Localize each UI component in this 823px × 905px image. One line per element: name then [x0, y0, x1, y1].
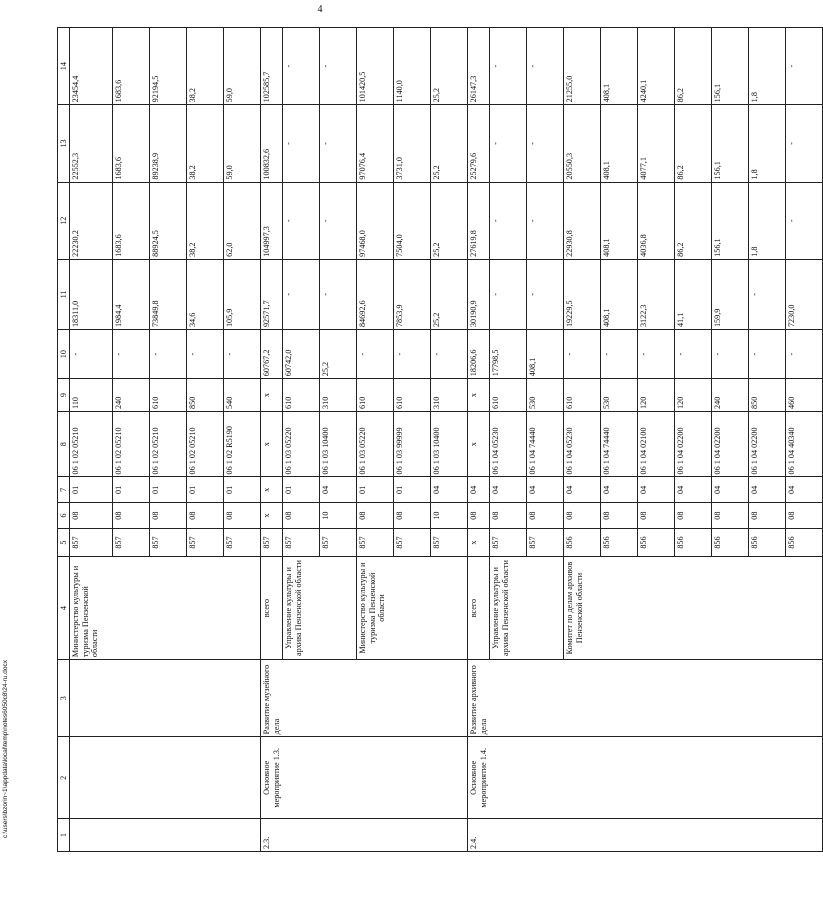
table-cell: 08: [675, 503, 712, 529]
table-cell: -: [638, 330, 675, 379]
table-cell: -: [320, 259, 357, 329]
responsible-executor: Министерство культуры и туризма Пензенской области: [357, 557, 468, 660]
table-cell: 01: [187, 477, 224, 503]
table-cell: 104997,3: [261, 182, 283, 259]
table-cell: 06 1 04 02100: [638, 411, 675, 477]
table-cell: -: [283, 182, 320, 259]
table-cell: 27619,8: [468, 182, 490, 259]
table-cell: 06 1 02 05210: [150, 411, 187, 477]
table-cell: 156,1: [712, 182, 749, 259]
table-cell: 06 1 02 05210: [187, 411, 224, 477]
table-cell: 610: [394, 379, 431, 412]
table-cell: 04: [320, 477, 357, 503]
table-cell: 1984,4: [113, 259, 150, 329]
table-cell: -: [320, 105, 357, 182]
table-cell: 21255,0: [564, 28, 601, 105]
table-cell: 857: [187, 528, 224, 556]
table-cell: 34,6: [187, 259, 224, 329]
header-cell: 14: [58, 28, 70, 105]
table-cell: 59,0: [224, 28, 261, 105]
table-cell: -: [527, 182, 564, 259]
table-cell: 08: [601, 503, 638, 529]
table-cell: 08: [786, 503, 823, 529]
table-cell: 04: [786, 477, 823, 503]
table-cell: -: [283, 28, 320, 105]
table-cell: -: [675, 330, 712, 379]
table-cell: -: [113, 330, 150, 379]
table-cell: 04: [468, 477, 490, 503]
table-cell: 73849,8: [150, 259, 187, 329]
responsible-executor: Комитет по делам архивов Пензенской области: [564, 557, 823, 660]
table-cell: 1,8: [749, 105, 786, 182]
table-cell: 08: [749, 503, 786, 529]
table-cell: 240: [712, 379, 749, 412]
table-cell: 38,2: [187, 105, 224, 182]
table-cell: 01: [283, 477, 320, 503]
table-cell: 1,8: [749, 182, 786, 259]
table-cell: 86,2: [675, 105, 712, 182]
table-cell: 4077,1: [638, 105, 675, 182]
responsible-executor: Управление культуры и архива Пензенской области: [283, 557, 357, 660]
activity-name: Основное мероприятие 1.3.: [261, 737, 468, 819]
table-cell: -: [394, 330, 431, 379]
table-cell: 22230,2: [70, 182, 113, 259]
table-cell: 7853,9: [394, 259, 431, 329]
table-cell: 156,1: [712, 28, 749, 105]
table-cell: 01: [113, 477, 150, 503]
header-cell: 2: [58, 737, 70, 819]
activity-name: Основное мероприятие 1.4.: [468, 737, 823, 819]
table-cell: 856: [564, 528, 601, 556]
table-cell: [70, 660, 261, 737]
table-cell: 3122,3: [638, 259, 675, 329]
table-cell: x: [468, 411, 490, 477]
table-cell: 06 1 03 10400: [431, 411, 468, 477]
table-cell: -: [150, 330, 187, 379]
table-cell: 86,2: [675, 28, 712, 105]
table-cell: 01: [150, 477, 187, 503]
header-cell: 4: [58, 557, 70, 660]
table-cell: 408,1: [601, 105, 638, 182]
table-cell: 59,0: [224, 105, 261, 182]
table-cell: 08: [187, 503, 224, 529]
table-cell: 01: [357, 477, 394, 503]
table-cell: 89238,9: [150, 105, 187, 182]
table-cell: 04: [601, 477, 638, 503]
table-cell: 38,2: [187, 182, 224, 259]
table-cell: 60742,0: [283, 330, 320, 379]
table-cell: 25,2: [431, 259, 468, 329]
table-cell: 120: [675, 379, 712, 412]
table-cell: 310: [320, 379, 357, 412]
table-cell: 857: [357, 528, 394, 556]
table-cell: 06 1 02 05210: [113, 411, 150, 477]
table-cell: 408,1: [601, 28, 638, 105]
table-cell: 06 1 03 05220: [283, 411, 320, 477]
table-cell: 26147,3: [468, 28, 490, 105]
table-cell: x: [261, 379, 283, 412]
table-cell: 17798,5: [490, 330, 527, 379]
table-cell: 01: [394, 477, 431, 503]
table-cell: 856: [601, 528, 638, 556]
table-cell: 856: [712, 528, 749, 556]
table-cell: -: [320, 28, 357, 105]
header-cell: 1: [58, 819, 70, 852]
table-row: [70, 28, 113, 852]
table-cell: 1140,0: [394, 28, 431, 105]
table-cell: 08: [638, 503, 675, 529]
table-cell: 06 1 04 02200: [749, 411, 786, 477]
table-cell: 850: [749, 379, 786, 412]
table-cell: 86,2: [675, 182, 712, 259]
table-cell: 460: [786, 379, 823, 412]
table-cell: 10: [431, 503, 468, 529]
table-cell: 04: [527, 477, 564, 503]
table-cell: 110: [70, 379, 113, 412]
table-cell: 850: [187, 379, 224, 412]
table-cell: 92194,5: [150, 28, 187, 105]
table-cell: 857: [527, 528, 564, 556]
table-cell: 857: [113, 528, 150, 556]
table-cell: -: [527, 28, 564, 105]
table-cell: 610: [283, 379, 320, 412]
table-cell: 857: [150, 528, 187, 556]
header-cell: 3: [58, 660, 70, 737]
table-cell: 310: [431, 379, 468, 412]
table-cell: 06 1 02 05210: [70, 411, 113, 477]
table-cell: -: [749, 259, 786, 329]
table-cell: 857: [283, 528, 320, 556]
responsible-executor: всего: [261, 557, 283, 660]
table-cell: 30190,9: [468, 259, 490, 329]
header-cell: 10: [58, 330, 70, 379]
table-cell: -: [70, 330, 113, 379]
header-cell: 8: [58, 411, 70, 477]
table-cell: 610: [357, 379, 394, 412]
table-cell: 06 1 03 10400: [320, 411, 357, 477]
table-cell: 1683,6: [113, 182, 150, 259]
table-cell: 08: [113, 503, 150, 529]
table-cell: -: [564, 330, 601, 379]
table-cell: 97076,4: [357, 105, 394, 182]
table-cell: 156,1: [712, 105, 749, 182]
table-cell: [70, 737, 261, 819]
table-cell: 08: [468, 503, 490, 529]
table-cell: 06 1 04 74440: [601, 411, 638, 477]
activity-description: Развитие музейного дела: [261, 660, 468, 737]
table-cell: 240: [113, 379, 150, 412]
table-cell: 857: [431, 528, 468, 556]
item-number: 2.3.: [261, 819, 468, 852]
table-cell: 04: [431, 477, 468, 503]
table-cell: -: [431, 330, 468, 379]
table-cell: 159,9: [712, 259, 749, 329]
table-cell: 04: [712, 477, 749, 503]
table-cell: -: [320, 182, 357, 259]
header-cell: 11: [58, 259, 70, 329]
table-cell: 857: [490, 528, 527, 556]
table-cell: 408,1: [527, 330, 564, 379]
header-cell: 13: [58, 105, 70, 182]
table-cell: 04: [564, 477, 601, 503]
table-cell: x: [468, 528, 490, 556]
table-cell: 08: [70, 503, 113, 529]
table-cell: 97468,0: [357, 182, 394, 259]
budget-table: [57, 27, 823, 852]
table-cell: 25,2: [431, 28, 468, 105]
table-cell: 08: [283, 503, 320, 529]
table-cell: x: [261, 411, 283, 477]
table-cell: 856: [675, 528, 712, 556]
header-cell: 12: [58, 182, 70, 259]
table-cell: 105,9: [224, 259, 261, 329]
table-cell: 06 1 04 05230: [564, 411, 601, 477]
table-cell: 08: [357, 503, 394, 529]
table-cell: [70, 819, 261, 852]
table-cell: x: [261, 477, 283, 503]
table-cell: 856: [749, 528, 786, 556]
table-cell: -: [601, 330, 638, 379]
table-cell: 06 1 03 05220: [357, 411, 394, 477]
header-cell: 7: [58, 477, 70, 503]
footer-file-path: c:\users\bzorin~1\appdata\local\temp\notes6050c8\24-ru.docx: [2, 660, 9, 838]
table-cell: 530: [527, 379, 564, 412]
table-cell: x: [261, 503, 283, 529]
table-cell: 06 1 02 R5190: [224, 411, 261, 477]
table-cell: 3731,0: [394, 105, 431, 182]
table-cell: 08: [527, 503, 564, 529]
table-cell: -: [786, 28, 823, 105]
budget-table-sheet: [57, 27, 797, 852]
table-cell: 08: [712, 503, 749, 529]
table-row: [261, 28, 283, 852]
table-cell: 06 1 04 02200: [712, 411, 749, 477]
header-cell: 5: [58, 528, 70, 556]
table-cell: 7230,0: [786, 259, 823, 329]
table-cell: 41,1: [675, 259, 712, 329]
table-cell: 610: [490, 379, 527, 412]
table-cell: 08: [490, 503, 527, 529]
table-cell: 7504,0: [394, 182, 431, 259]
header-row: [58, 28, 70, 852]
table-cell: 62,0: [224, 182, 261, 259]
table-cell: 4240,1: [638, 28, 675, 105]
table-cell: 06 1 04 02200: [675, 411, 712, 477]
table-cell: 23454,4: [70, 28, 113, 105]
table-cell: -: [283, 259, 320, 329]
table-cell: x: [468, 379, 490, 412]
table-cell: -: [527, 105, 564, 182]
table-cell: 01: [224, 477, 261, 503]
table-cell: -: [527, 259, 564, 329]
table-cell: 1683,6: [113, 28, 150, 105]
table-cell: 18206,6: [468, 330, 490, 379]
table-cell: 06 1 04 05230: [490, 411, 527, 477]
table-cell: 408,1: [601, 259, 638, 329]
table-cell: -: [357, 330, 394, 379]
table-cell: 38,2: [187, 28, 224, 105]
table-cell: 610: [564, 379, 601, 412]
page-number: 4: [317, 4, 323, 15]
table-cell: 25,2: [431, 182, 468, 259]
responsible-executor: Управление культуры и архива Пензенской области: [490, 557, 564, 660]
table-cell: -: [187, 330, 224, 379]
table-cell: 100832,6: [261, 105, 283, 182]
table-cell: -: [786, 182, 823, 259]
table-cell: 857: [70, 528, 113, 556]
table-cell: 04: [675, 477, 712, 503]
table-cell: 1683,6: [113, 105, 150, 182]
table-cell: 06 1 04 74440: [527, 411, 564, 477]
table-cell: -: [490, 28, 527, 105]
table-cell: -: [490, 105, 527, 182]
responsible-executor: Министерство культуры и туризма Пензенской области: [70, 557, 261, 660]
table-cell: 04: [749, 477, 786, 503]
table-cell: 06 1 03 99999: [394, 411, 431, 477]
table-cell: 25,2: [431, 105, 468, 182]
table-cell: 856: [786, 528, 823, 556]
table-cell: 22930,8: [564, 182, 601, 259]
table-cell: 01: [70, 477, 113, 503]
table-cell: 92571,7: [261, 259, 283, 329]
table-cell: 18311,0: [70, 259, 113, 329]
table-cell: 25279,6: [468, 105, 490, 182]
table-cell: 60767,2: [261, 330, 283, 379]
table-cell: 04: [490, 477, 527, 503]
table-cell: 88924,5: [150, 182, 187, 259]
activity-description: Развитие архивного дела: [468, 660, 823, 737]
table-cell: -: [490, 182, 527, 259]
table-cell: -: [283, 105, 320, 182]
table-cell: 408,1: [601, 182, 638, 259]
responsible-executor: всего: [468, 557, 490, 660]
table-cell: 856: [638, 528, 675, 556]
table-cell: -: [224, 330, 261, 379]
table-cell: 08: [564, 503, 601, 529]
table-cell: 857: [320, 528, 357, 556]
table-cell: 19229,5: [564, 259, 601, 329]
table-row: [468, 28, 490, 852]
table-cell: -: [749, 330, 786, 379]
table-cell: 84692,6: [357, 259, 394, 329]
item-number: 2.4.: [468, 819, 823, 852]
table-cell: 857: [394, 528, 431, 556]
table-cell: 530: [601, 379, 638, 412]
table-cell: -: [786, 105, 823, 182]
header-cell: 9: [58, 379, 70, 412]
table-cell: 22552,3: [70, 105, 113, 182]
table-cell: 06 1 04 40340: [786, 411, 823, 477]
table-cell: 101420,5: [357, 28, 394, 105]
table-cell: 20550,3: [564, 105, 601, 182]
table-cell: 08: [150, 503, 187, 529]
table-cell: 120: [638, 379, 675, 412]
table-cell: 857: [261, 528, 283, 556]
table-cell: 04: [638, 477, 675, 503]
table-cell: 10: [320, 503, 357, 529]
table-cell: -: [712, 330, 749, 379]
table-cell: -: [490, 259, 527, 329]
table-cell: 1,8: [749, 28, 786, 105]
table-cell: 102585,7: [261, 28, 283, 105]
footer-file-path-container: [2, 0, 20, 905]
table-cell: 08: [394, 503, 431, 529]
table-cell: 4036,8: [638, 182, 675, 259]
header-cell: 6: [58, 503, 70, 529]
table-cell: -: [786, 330, 823, 379]
table-cell: 08: [224, 503, 261, 529]
table-cell: 857: [224, 528, 261, 556]
table-cell: 25,2: [320, 330, 357, 379]
table-cell: 540: [224, 379, 261, 412]
table-cell: 610: [150, 379, 187, 412]
